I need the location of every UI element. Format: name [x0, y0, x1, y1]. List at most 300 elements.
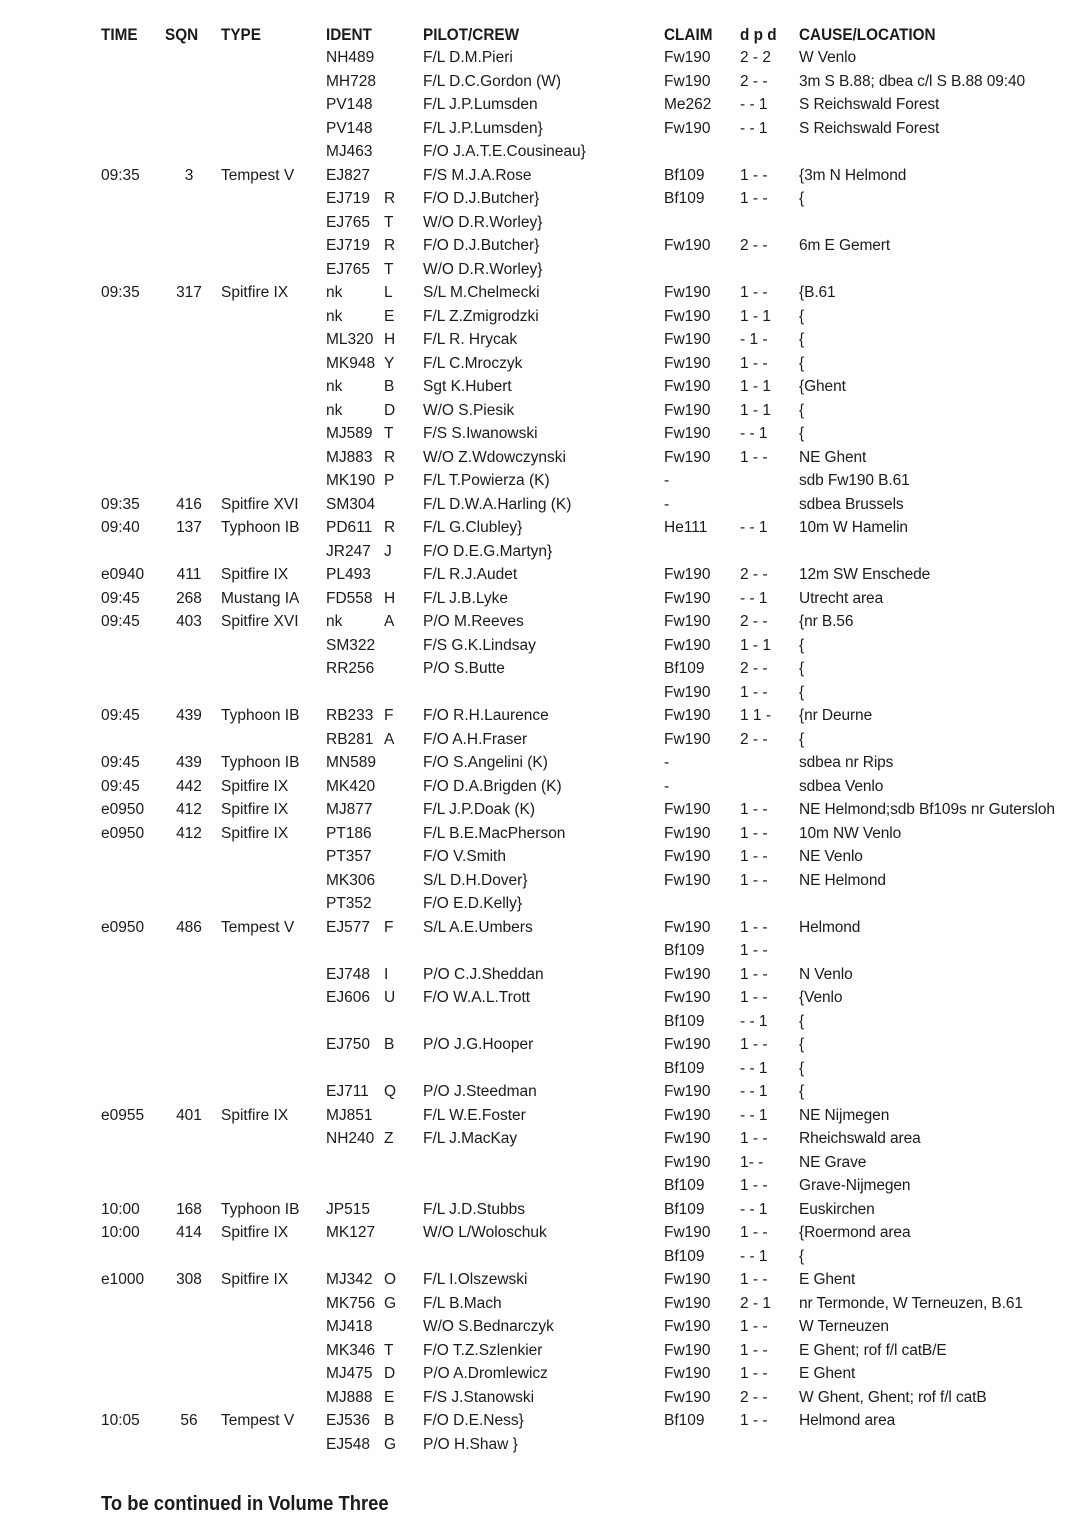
cell-code: H [384, 331, 396, 348]
cell-time [101, 117, 165, 141]
cell-type: Tempest V [221, 166, 295, 184]
cell-code: D [384, 1365, 396, 1382]
cell-claim [664, 211, 740, 235]
cell-sqn [165, 1386, 221, 1410]
cell-ident: NH240 [326, 1130, 375, 1147]
cell-pilot: P/O S.Butte [423, 660, 505, 677]
cell-claim [664, 540, 740, 564]
cell-sqn [165, 728, 221, 752]
cell-claim: Bf109 [664, 166, 705, 184]
cell-ident: MK756 [326, 1294, 376, 1312]
cell-pilot: F/L J.MacKay [423, 1130, 518, 1147]
cell-cause: NE Helmond;sdb Bf109s nr Gutersloh [799, 801, 1055, 818]
cell-pilot [423, 1174, 664, 1198]
cell-code [384, 93, 423, 117]
cell-dpd: 1 - - [740, 918, 768, 936]
cell-sqn [165, 1315, 221, 1339]
table-row [101, 1315, 1079, 1339]
cell-time [101, 211, 165, 235]
cell-sqn: 411 [176, 566, 202, 583]
table-row [101, 587, 1079, 611]
cell-ident: MJ883 [326, 448, 373, 466]
cell-time [101, 1362, 165, 1386]
cell-ident: MJ888 [326, 1388, 373, 1406]
cell-cause: { [799, 190, 805, 207]
cell-pilot: F/O E.D.Kelly} [423, 895, 523, 912]
cell-code: T [384, 425, 394, 442]
cell-pilot: P/O H.Shaw } [423, 1435, 518, 1453]
cell-time [101, 1245, 165, 1269]
cell-cause: NE Grave [799, 1153, 867, 1171]
cell-dpd: - - 1 [740, 119, 768, 137]
cell-ident: SM322 [326, 636, 376, 654]
cell-sqn [165, 634, 221, 658]
cell-time [101, 845, 165, 869]
cell-code [384, 1151, 423, 1175]
cell-dpd: 1 - - [740, 1130, 768, 1147]
table-row [101, 46, 1079, 70]
header-pilot: PILOT/CREW [423, 25, 520, 44]
cell-claim: Fw190 [664, 707, 711, 724]
cell-ident: EJ548 [326, 1435, 370, 1453]
cell-code [384, 563, 423, 587]
cell-type [221, 1010, 326, 1034]
cell-sqn [165, 963, 221, 987]
cell-cause: { [799, 307, 805, 325]
header-dpd: d p d [740, 25, 777, 44]
cell-claim: Bf109 [664, 942, 705, 959]
cell-pilot: P/O A.Dromlewicz [423, 1365, 548, 1382]
cell-cause: nr Termonde, W Terneuzen, B.61 [799, 1294, 1023, 1312]
cell-dpd: - - 1 [740, 1059, 768, 1077]
cell-code: R [384, 190, 396, 207]
cell-claim: Fw190 [664, 1341, 711, 1359]
cell-claim: Bf109 [664, 190, 705, 207]
cell-time: 09:45 [101, 754, 140, 771]
cell-claim: Fw190 [664, 566, 711, 583]
cell-sqn [165, 305, 221, 329]
cell-dpd [740, 140, 799, 164]
cell-time: 09:45 [101, 707, 140, 724]
cell-code: G [384, 1435, 397, 1453]
table-row [101, 540, 1079, 564]
cell-sqn: 3 [184, 166, 194, 184]
cell-cause: NE Venlo [799, 848, 863, 865]
cell-ident: ML320 [326, 331, 374, 348]
cell-pilot [423, 1010, 664, 1034]
cell-claim: Fw190 [664, 1036, 711, 1053]
cell-type: Typhoon IB [221, 1200, 300, 1218]
cell-code: E [384, 307, 395, 325]
cell-cause: {Ghent [799, 378, 846, 395]
cell-ident: MJ851 [326, 1106, 373, 1124]
cell-code [384, 70, 423, 94]
table-row [101, 1127, 1079, 1151]
cell-claim: Fw190 [664, 1130, 711, 1147]
cell-code: O [384, 1271, 397, 1288]
cell-type [221, 892, 326, 916]
cell-ident: nk [326, 284, 343, 301]
cell-sqn [165, 1010, 221, 1034]
table-row [101, 1033, 1079, 1057]
cell-claim: Fw190 [664, 1318, 711, 1335]
cell-code [384, 845, 423, 869]
cell-type [221, 70, 326, 94]
cell-claim: Bf109 [664, 1412, 705, 1429]
cell-ident: EJ827 [326, 166, 370, 184]
cell-cause: NE Helmond [799, 871, 886, 889]
cell-type: Spitfire IX [221, 1106, 289, 1124]
cell-cause: NE Nijmegen [799, 1106, 890, 1124]
cell-pilot: F/O V.Smith [423, 848, 506, 865]
cell-type [221, 117, 326, 141]
cell-ident: RB233 [326, 707, 374, 724]
table-row [101, 798, 1079, 822]
cell-cause: { [799, 1059, 805, 1077]
table-row [101, 1010, 1079, 1034]
table-row [101, 1151, 1079, 1175]
cell-time [101, 939, 165, 963]
cell-time: 09:40 [101, 519, 140, 536]
cell-time [101, 70, 165, 94]
cell-pilot: F/L J.B.Lyke [423, 589, 508, 607]
cell-cause: Utrecht area [799, 589, 884, 607]
cell-code: B [384, 1036, 395, 1053]
cell-sqn [165, 469, 221, 493]
cell-sqn [165, 93, 221, 117]
cell-type [221, 140, 326, 164]
cell-cause: {B.61 [799, 284, 836, 301]
cell-code: U [384, 989, 396, 1006]
cell-code [384, 939, 423, 963]
cell-pilot: F/L R.J.Audet [423, 566, 518, 583]
cell-pilot: F/O D.E.Ness} [423, 1412, 524, 1429]
cell-pilot: P/O C.J.Sheddan [423, 965, 544, 983]
cell-claim: Fw190 [664, 1271, 711, 1288]
cell-time: e0950 [101, 824, 145, 842]
cell-code: T [384, 260, 394, 278]
table-row [101, 211, 1079, 235]
table-row [101, 986, 1079, 1010]
cell-claim: Fw190 [664, 871, 711, 889]
cell-claim: Fw190 [664, 307, 711, 325]
cell-sqn [165, 352, 221, 376]
cell-time: e0950 [101, 801, 145, 818]
cell-code [384, 493, 423, 517]
cell-pilot: F/L W.E.Foster [423, 1106, 526, 1124]
cell-code: A [384, 613, 395, 630]
cell-type [221, 422, 326, 446]
cell-code: E [384, 1388, 395, 1406]
cell-dpd: 1 - - [740, 942, 768, 959]
cell-type [221, 986, 326, 1010]
cell-claim: Bf109 [664, 1200, 705, 1218]
cell-type [221, 1386, 326, 1410]
cell-cause: {Roermond area [799, 1224, 911, 1241]
cell-type [221, 46, 326, 70]
cell-type: Spitfire IX [221, 1224, 289, 1241]
cell-dpd: - - 1 [740, 425, 768, 442]
cell-claim: Fw190 [664, 636, 711, 654]
cell-type [221, 845, 326, 869]
cell-type: Spitfire IX [221, 1271, 289, 1288]
table-row [101, 1386, 1079, 1410]
table-row [101, 1174, 1079, 1198]
cell-time [101, 1292, 165, 1316]
cell-code: A [384, 730, 395, 748]
cell-claim: Fw190 [664, 401, 711, 419]
cell-claim: Fw190 [664, 49, 711, 66]
cell-sqn [165, 1057, 221, 1081]
cell-claim: Fw190 [664, 354, 711, 372]
cell-sqn: 412 [176, 824, 202, 842]
cell-dpd: 1 - - [740, 190, 768, 207]
cell-dpd: 1 - - [740, 824, 768, 842]
cell-dpd: - - 1 [740, 1106, 768, 1124]
cell-ident: EJ719 [326, 190, 370, 207]
cell-pilot: F/L J.D.Stubbs [423, 1200, 525, 1218]
cell-cause [799, 1433, 1079, 1457]
cell-time [101, 1127, 165, 1151]
cell-sqn [165, 1151, 221, 1175]
cell-dpd: 2 - - [740, 237, 768, 254]
table-row [101, 281, 1079, 305]
cell-claim: Fw190 [664, 589, 711, 607]
cell-type: Typhoon IB [221, 519, 300, 536]
cell-cause: N Venlo [799, 965, 853, 983]
table-row [101, 1198, 1079, 1222]
cell-type [221, 305, 326, 329]
cell-time [101, 869, 165, 893]
cell-pilot [423, 1245, 664, 1269]
cell-claim: Fw190 [664, 613, 711, 630]
cell-dpd: 2 - 2 [740, 49, 772, 66]
cell-type [221, 446, 326, 470]
cell-pilot: W/O L/Woloschuk [423, 1224, 547, 1241]
cell-type: Mustang IA [221, 589, 300, 607]
cell-claim: - [664, 754, 670, 771]
cell-type: Tempest V [221, 1412, 295, 1429]
cell-cause: {nr B.56 [799, 613, 854, 630]
cell-code [384, 164, 423, 188]
cell-sqn: 416 [176, 495, 202, 513]
cell-code [384, 1315, 423, 1339]
cell-sqn [165, 46, 221, 70]
cell-dpd: 1 - 1 [740, 636, 772, 654]
cell-cause: Grave-Nijmegen [799, 1177, 911, 1194]
cell-type: Spitfire IX [221, 777, 289, 795]
cell-code: T [384, 1341, 394, 1359]
cell-time [101, 93, 165, 117]
cell-type: Spitfire IX [221, 824, 289, 842]
cell-code [384, 681, 423, 705]
cell-time [101, 634, 165, 658]
cell-pilot: P/O J.G.Hooper [423, 1036, 534, 1053]
continuation-note: To be continued in Volume Three [101, 1493, 389, 1515]
cell-time [101, 681, 165, 705]
cell-time [101, 963, 165, 987]
cell-dpd: 1 - - [740, 989, 768, 1006]
cell-dpd: 2 - - [740, 660, 768, 677]
cell-time [101, 234, 165, 258]
cell-type [221, 1339, 326, 1363]
cell-sqn [165, 328, 221, 352]
cell-type [221, 963, 326, 987]
cell-pilot: W/O S.Bednarczyk [423, 1318, 554, 1335]
cell-sqn [165, 187, 221, 211]
cell-dpd: 1 - - [740, 683, 768, 701]
cell-dpd [740, 1433, 799, 1457]
cell-cause: { [799, 331, 805, 348]
cell-claim: Fw190 [664, 1224, 711, 1241]
cell-pilot: F/O R.H.Laurence [423, 707, 549, 724]
cell-time [101, 1010, 165, 1034]
cell-type [221, 469, 326, 493]
cell-type [221, 939, 326, 963]
cell-code [384, 822, 423, 846]
cell-ident: PL493 [326, 566, 371, 583]
cell-cause: sdbea Brussels [799, 495, 904, 513]
cell-time [101, 1151, 165, 1175]
cell-dpd: 1 - - [740, 801, 768, 818]
table-row [101, 1245, 1079, 1269]
cell-cause: {Venlo [799, 989, 843, 1006]
cell-ident: PT352 [326, 895, 372, 912]
cell-dpd: 1 - - [740, 1318, 768, 1335]
cell-dpd: 2 - - [740, 613, 768, 630]
cell-cause: Helmond [799, 918, 861, 936]
cell-code: T [384, 213, 394, 231]
cell-sqn: 401 [176, 1106, 202, 1124]
cell-pilot: F/S G.K.Lindsay [423, 636, 536, 654]
cell-claim: Fw190 [664, 848, 711, 865]
cell-code [384, 46, 423, 70]
cell-sqn: 137 [176, 519, 202, 536]
cell-code: F [384, 707, 394, 724]
table-row [101, 1104, 1079, 1128]
table-row [101, 375, 1079, 399]
cell-time [101, 305, 165, 329]
cell-cause: sdbea nr Rips [799, 754, 894, 771]
cell-sqn: 412 [176, 801, 202, 818]
cell-code [384, 634, 423, 658]
cell-pilot: F/S J.Stanowski [423, 1388, 535, 1406]
cell-type [221, 634, 326, 658]
cell-time: e1000 [101, 1271, 145, 1288]
cell-time [101, 399, 165, 423]
cell-claim: Fw190 [664, 989, 711, 1006]
cell-sqn: 442 [176, 777, 202, 795]
cell-sqn [165, 422, 221, 446]
cell-pilot: W/O D.R.Worley} [423, 213, 543, 231]
cell-dpd: 1 - - [740, 354, 768, 372]
cell-type [221, 1080, 326, 1104]
cell-type: Typhoon IB [221, 707, 300, 724]
cell-pilot: F/L D.W.A.Harling (K) [423, 495, 572, 513]
cell-code: L [384, 284, 393, 301]
cell-sqn [165, 258, 221, 282]
table-row [101, 775, 1079, 799]
cell-cause [799, 939, 1079, 963]
cell-ident: MK346 [326, 1341, 376, 1359]
cell-code [384, 1057, 423, 1081]
cell-claim: Bf109 [664, 660, 705, 677]
cell-claim: - [664, 777, 670, 795]
cell-cause [799, 211, 1079, 235]
table-row [101, 704, 1079, 728]
cell-type [221, 1292, 326, 1316]
cell-sqn [165, 657, 221, 681]
cell-sqn [165, 986, 221, 1010]
cell-code [384, 1198, 423, 1222]
cell-pilot: Sgt K.Hubert [423, 378, 512, 395]
cell-sqn: 268 [176, 589, 202, 607]
cell-ident: FD558 [326, 589, 373, 607]
cell-pilot: F/L Z.Zmigrodzki [423, 307, 539, 325]
cell-pilot: F/O D.E.G.Martyn} [423, 542, 553, 560]
table-row [101, 892, 1079, 916]
cell-dpd: - - 1 [740, 589, 768, 607]
cell-cause: 12m SW Enschede [799, 566, 931, 583]
cell-claim: Fw190 [664, 331, 711, 348]
table-row [101, 187, 1079, 211]
cell-ident: MK190 [326, 472, 376, 489]
cell-sqn [165, 70, 221, 94]
table-row [101, 516, 1079, 540]
cell-type [221, 1174, 326, 1198]
cell-code [384, 1104, 423, 1128]
cell-dpd: 1 - - [740, 166, 768, 184]
cell-dpd: - 1 - [740, 331, 768, 348]
cell-pilot: F/O D.A.Brigden (K) [423, 777, 562, 795]
cell-time [101, 1433, 165, 1457]
cell-type: Spitfire IX [221, 566, 289, 583]
cell-claim [664, 1433, 740, 1457]
table-row [101, 258, 1079, 282]
cell-ident: PD611 [326, 519, 373, 536]
table-row [101, 469, 1079, 493]
cell-time [101, 1386, 165, 1410]
cell-pilot: F/O J.A.T.E.Cousineau} [423, 143, 586, 160]
cell-claim: - [664, 495, 670, 513]
cell-sqn [165, 1174, 221, 1198]
cell-claim: Fw190 [664, 1294, 711, 1312]
cell-pilot: F/L I.Olszewski [423, 1271, 528, 1288]
cell-type [221, 681, 326, 705]
cell-cause: { [799, 354, 805, 372]
table-row [101, 1268, 1079, 1292]
cell-claim: Bf109 [664, 1012, 705, 1030]
cell-ident: nk [326, 401, 343, 419]
table-row [101, 963, 1079, 987]
cell-sqn [165, 211, 221, 235]
cell-time: 10:05 [101, 1412, 140, 1429]
cell-cause: sdbea Venlo [799, 777, 884, 795]
cell-type [221, 258, 326, 282]
cell-claim: Me262 [664, 96, 712, 113]
table-row [101, 751, 1079, 775]
table-row [101, 1057, 1079, 1081]
cell-sqn: 317 [176, 284, 202, 301]
table-row [101, 1080, 1079, 1104]
cell-code: R [384, 448, 396, 466]
cell-sqn [165, 892, 221, 916]
header-time: TIME [101, 25, 138, 44]
cell-cause: S Reichswald Forest [799, 96, 940, 113]
table-row [101, 1409, 1079, 1433]
claims-table [101, 24, 1079, 1456]
cell-time [101, 422, 165, 446]
